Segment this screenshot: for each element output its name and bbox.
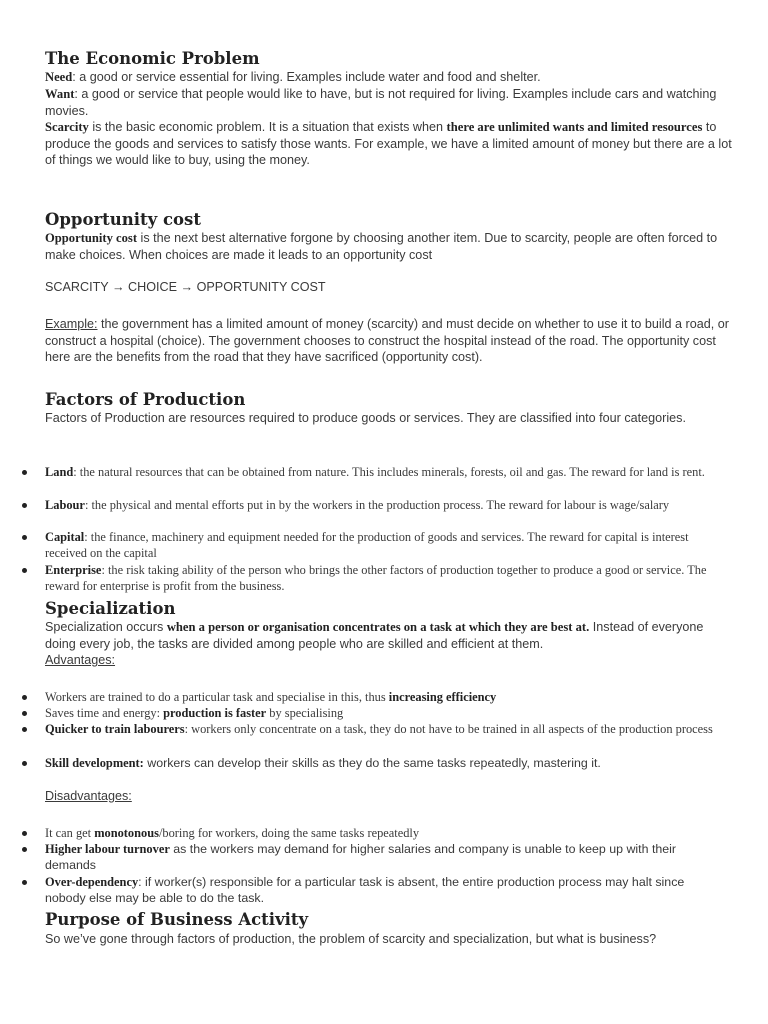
paragraph-business-intro: So we’ve gone through factors of production, the problem of scarcity and specialization, but what is business?: [45, 932, 657, 946]
text-scarcity-1: is the basic economic problem. It is a situation that exists when: [88, 120, 447, 134]
heading-purpose-of-business: Purpose of Business Activity: [45, 910, 309, 929]
bullet-icon: [22, 831, 27, 836]
term-enterprise: Enterprise: [45, 563, 102, 577]
label-disadvantages: [45, 788, 735, 805]
heading-economic-problem: The Economic Problem: [45, 49, 260, 68]
disadvantage-text: /boring for workers, doing the same tasks repeatedly: [158, 826, 420, 840]
advantage-bold: production is faster: [163, 706, 267, 720]
heading-specialization: Specialization: [45, 599, 176, 618]
term-need: Need: [45, 70, 73, 84]
bullet-icon: [22, 711, 27, 716]
term-land: Land: [45, 465, 74, 479]
text-specialization-1: Specialization occurs: [45, 620, 167, 634]
bullet-icon: [22, 727, 27, 732]
paragraph-scarcity: [45, 119, 735, 169]
list-item-enterprise: [45, 562, 725, 595]
list-item-labour: [45, 497, 725, 513]
advantage-bold: increasing efficiency: [388, 690, 497, 704]
list-item-disadvantage: [45, 874, 725, 907]
bullet-icon: [22, 568, 27, 573]
text-capital: : the finance, machinery and equipment needed for the production of goods and services. The reward for capital is interest received on the capital: [45, 530, 689, 561]
list-item-disadvantage: [45, 825, 725, 841]
paragraph-opportunity-cost: [45, 230, 735, 263]
text-want: : a good or service that people would like to have, but is not required for living. Examples include cars and watching movies.: [45, 87, 717, 118]
term-want: Want: [45, 87, 75, 101]
disadvantage-text: : if worker(s) responsible for a particular task is absent, the entire production process may halt since nobody else may be able to do the task.: [45, 875, 685, 906]
bullet-icon: [22, 695, 27, 700]
disadvantage-bold: monotonous: [94, 826, 159, 840]
list-item-capital: [45, 529, 725, 562]
text-land: : the natural resources that can be obtained from nature. This includes minerals, forests, oil and gas. The reward for land is rent.: [73, 465, 705, 479]
advantage-text: Saves time and energy:: [45, 706, 164, 720]
advantage-text: workers can develop their skills as they do the same tasks repeatedly, mastering it.: [143, 756, 601, 770]
term-scarcity: Scarcity: [45, 120, 89, 134]
list-item-advantage: [45, 721, 725, 737]
list-item-advantage: [45, 705, 725, 721]
label-advantages: [45, 652, 735, 669]
list-item-advantage: [45, 755, 725, 771]
disadvantage-bold: Over-dependency: [45, 875, 139, 889]
term-capital: Capital: [45, 530, 85, 544]
flow-scarcity-choice-cost: SCARCITY → CHOICE → OPPORTUNITY COST: [45, 280, 326, 294]
bold-specialization: when a person or organisation concentrates on a task at which they are best at.: [166, 620, 590, 634]
paragraph-example: [45, 316, 735, 366]
paragraph-specialization-intro: [45, 619, 735, 652]
heading-opportunity-cost: Opportunity cost: [45, 210, 201, 229]
advantage-text: Workers are trained to do a particular task and specialise in this, thus: [45, 690, 389, 704]
bullet-icon: [22, 535, 27, 540]
bold-unlimited-wants: there are unlimited wants and limited resources: [446, 120, 703, 134]
term-labour: Labour: [45, 498, 85, 512]
bullet-icon: [22, 761, 27, 766]
bullet-icon: [22, 880, 27, 885]
heading-factors-of-production: Factors of Production: [45, 390, 246, 409]
term-opportunity-cost: Opportunity cost: [45, 231, 138, 245]
paragraph-want: [45, 86, 735, 119]
bullet-icon: [22, 503, 27, 508]
text-labour: : the physical and mental efforts put in by the workers in the production process. The reward for labour is wage/salary: [84, 498, 670, 512]
disadvantage-text: as the workers may demand for higher salaries and company is unable to keep up with their demands: [45, 842, 677, 873]
text-example: the government has a limited amount of money (scarcity) and must decide on whether to use it to build a road, or construct a hospital (choice). The government chooses to construct the hospital instead of the road. The opportunity cost here are the benefits from the road that they have sacrificed (opportunity cost).: [45, 317, 729, 365]
text-scarcity-2: to produce the goods and services to satisfy those wants. For example, we have a limited amount of money but there are a lot of things we would like to buy, using the money.: [45, 120, 732, 168]
list-item-advantage: [45, 689, 725, 705]
bullet-icon: [22, 847, 27, 852]
paragraph-factors-intro: Factors of Production are resources required to produce goods or services. They are classified into four categories.: [45, 411, 686, 425]
paragraph-need: [45, 69, 735, 86]
advantage-bold: Quicker to train labourers: [45, 722, 185, 736]
list-item-disadvantage: [45, 841, 725, 874]
advantage-text: : workers only concentrate on a task, they do not have to be trained in all aspects of the production process: [184, 722, 713, 736]
disadvantage-text: It can get: [45, 826, 95, 840]
text-specialization-2: Instead of everyone doing every job, the tasks are divided among people who are skilled and efficient at them.: [45, 620, 704, 651]
advantage-bold: Skill development:: [45, 756, 144, 770]
list-item-land: [45, 464, 725, 480]
disadvantage-bold: Higher labour turnover: [45, 842, 170, 856]
label-example: Example:: [45, 317, 98, 331]
text-enterprise: : the risk taking ability of the person who brings the other factors of production together to produce a good or service. The reward for enterprise is profit from the business.: [45, 563, 707, 594]
disadvantages-label-text: Disadvantages:: [45, 789, 132, 803]
text-opportunity-cost: is the next best alternative forgone by choosing another item. Due to scarcity, people are often forced to make choices. When choices are made it leads to an opportunity cost: [45, 231, 718, 262]
advantage-text: by specialising: [266, 706, 344, 720]
bullet-icon: [22, 470, 27, 475]
advantages-label-text: Advantages:: [45, 653, 116, 667]
text-need: : a good or service essential for living. Examples include water and food and shelter.: [72, 70, 541, 84]
